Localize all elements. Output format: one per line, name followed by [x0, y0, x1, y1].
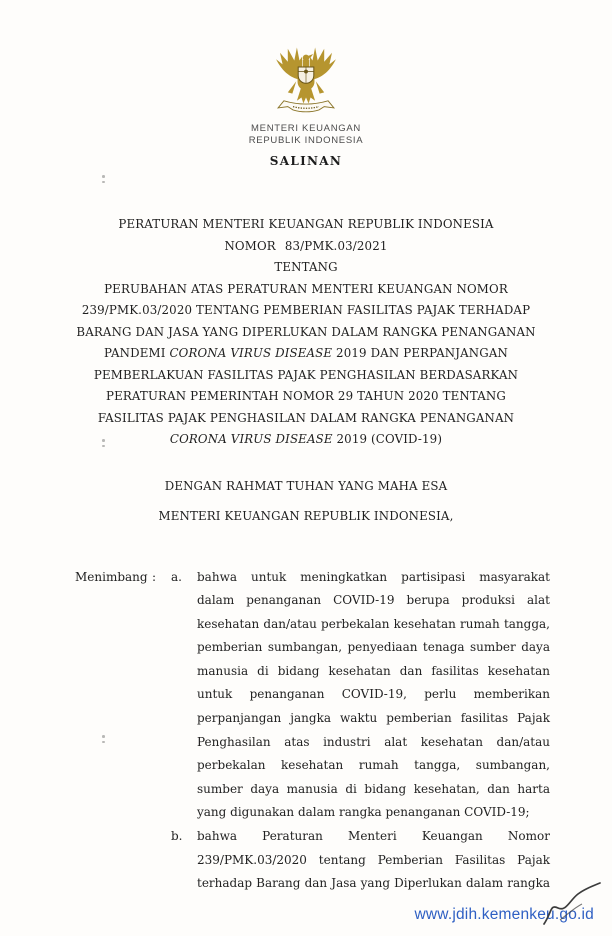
item-text: bahwa Peraturan Menteri Keuangan Nomor 239/PMK.03/2020 tentang Pemberian Fasilitas Pajak terhadap Barang dan Jasa yang Diperlukan dalam rangka: [197, 829, 550, 891]
subject-segment: 2019 DAN PERPANJANGAN PEMBERLAKUAN FASILITAS PAJAK PENGHASILAN BERDASARKAN PERATURAN PEMERINTAH NOMOR 29 TAHUN 2020 TENTANG FASILITAS PAJAK PENGHASILAN DALAM RANGKA PENANGANAN: [93, 346, 519, 425]
regulation-number-line: [0, 236, 612, 258]
regulation-subject: [72, 279, 540, 451]
jdih-link[interactable]: www.jdih.kemenkeu.go.id: [414, 906, 594, 923]
garuda-emblem-graphic: [267, 42, 345, 118]
tentang-label: TENTANG: [274, 260, 338, 274]
scan-artifact: [102, 732, 105, 746]
subject-segment: PERUBAHAN ATAS PERATURAN MENTERI KEUANGAN NOMOR 239/PMK.03/2020 TENTANG PEMBERIAN FASILITAS PAJAK TERHADAP BARANG DAN JASA YANG DIPERLUKAN DALAM RANGKA PENANGANAN PANDEMI: [76, 281, 536, 360]
item-letter: b.: [171, 829, 183, 844]
item-text: bahwa untuk meningkatkan partisipasi masyarakat dalam penanganan COVID-19 berupa produksi alat kesehatan dan/atau perbekalan kesehatan rumah tangga, pemberian sumbangan, penyediaan tenaga sumber daya manusia di bidang kesehatan dan fasilitas kesehatan untuk penanganan COVID-19, perlu memberikan perpanjangan jangka waktu pemberian fasilitas Pajak Penghasilan atas industri alat kesehatan dan/atau perbekalan kesehatan rumah tangga, sumbangan, sumber daya manusia di bidang kesehatan, dan harta yang digunakan dalam rangka penanganan COVID-19;: [197, 569, 550, 820]
scan-artifact: [102, 172, 105, 186]
authority-line: MENTERI KEUANGAN REPUBLIK INDONESIA,: [158, 508, 454, 523]
nomor-value: 83/PMK.03/2021: [284, 238, 388, 253]
footer: [415, 904, 595, 924]
masthead: [0, 0, 612, 168]
considering-item-b: [171, 825, 550, 896]
garuda-pancasila-emblem: [0, 42, 612, 118]
item-letter: a.: [171, 569, 182, 584]
considering-section: [0, 566, 612, 896]
subject-segment-italic: CORONA VIRUS DISEASE: [169, 432, 333, 446]
subject-segment-italic: CORONA VIRUS DISEASE: [169, 346, 333, 360]
menimbang-colon: :: [152, 569, 157, 584]
ministry-country: REPUBLIK INDONESIA: [248, 135, 364, 146]
menimbang-label: Menimbang: [75, 569, 148, 584]
regulation-title-block: [0, 214, 612, 451]
ministry-letterhead: [0, 123, 612, 147]
nomor-label: NOMOR: [224, 238, 276, 253]
ministry-name: MENTERI KEUANGAN: [251, 123, 361, 134]
considering-items: [171, 566, 550, 896]
invocation-line: DENGAN RAHMAT TUHAN YANG MAHA ESA: [164, 478, 448, 493]
copy-stamp-label: SALINAN: [269, 154, 343, 168]
scan-artifact: [102, 436, 105, 450]
considering-item-a: [171, 566, 550, 826]
subject-segment: 2019 (COVID-19): [332, 432, 443, 446]
regulation-heading: PERATURAN MENTERI KEUANGAN REPUBLIK INDONESIA: [118, 217, 494, 231]
